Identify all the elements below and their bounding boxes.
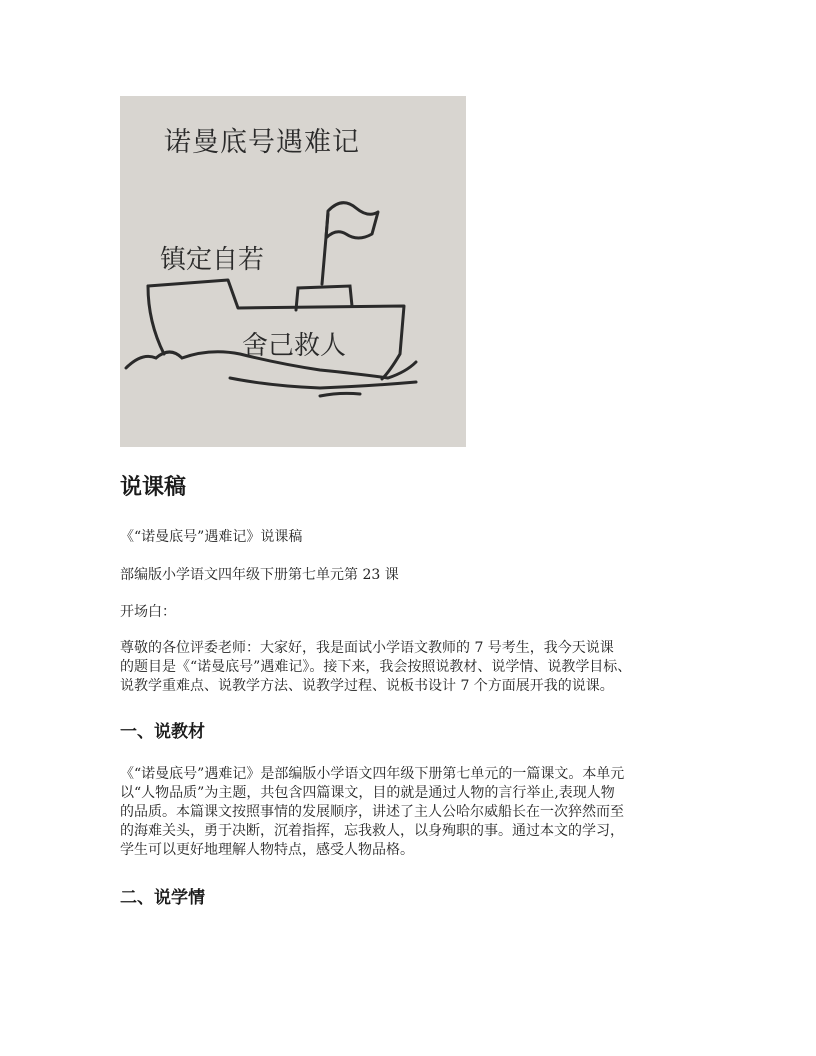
opening-paragraph bbox=[120, 639, 710, 696]
ship-sketch-image bbox=[120, 96, 466, 447]
course-line-text: 部编版小学语文四年级下册第七单元第 23 课 bbox=[120, 567, 399, 583]
page-heading: 说课稿 bbox=[120, 475, 187, 500]
title-line bbox=[120, 528, 710, 547]
paragraph-line: 的海难关头，勇于决断，沉着指挥，忘我救人，以身殉职的事。通过本文的学习， bbox=[120, 823, 624, 839]
course-line bbox=[120, 566, 710, 585]
paragraph-line: 学生可以更好地理解人物特点，感受人物品格。 bbox=[120, 842, 414, 858]
section1-paragraph bbox=[120, 765, 710, 860]
paragraph-line: 的题目是《“诺曼底号”遇难记》。接下来，我会按照说教材、说学情、说教学目标、 bbox=[120, 659, 632, 675]
handwritten-label-hull: 舍己救人 bbox=[242, 331, 347, 361]
section-heading-2: 二、说学情 bbox=[120, 888, 205, 908]
section-heading-1: 一、说教材 bbox=[120, 722, 205, 742]
opening-label-text: 开场白： bbox=[120, 604, 176, 620]
ship-drawing bbox=[120, 96, 466, 447]
opening-label bbox=[120, 603, 710, 622]
paragraph-line: 《“诺曼底号”遇难记》是部编版小学语文四年级下册第七单元的一篇课文。本单元 bbox=[120, 766, 625, 782]
paragraph-line: 以“人物品质”为主题，共包含四篇课文，目的就是通过人物的言行举止,表现人物 bbox=[120, 785, 615, 801]
title-line-text: 《“诺曼底号”遇难记》说课稿 bbox=[120, 529, 303, 545]
paragraph-line: 的品质。本篇课文按照事情的发展顺序，讲述了主人公哈尔威船长在一次猝然而至 bbox=[120, 804, 624, 820]
handwritten-label-left: 镇定自若 bbox=[160, 245, 265, 275]
paragraph-line: 尊敬的各位评委老师：大家好，我是面试小学语文教师的 7 号考生，我今天说课 bbox=[120, 640, 614, 656]
paragraph-line: 说教学重难点、说教学方法、说教学过程、说板书设计 7 个方面展开我的说课。 bbox=[120, 678, 614, 694]
handwritten-title: 诺曼底号遇难记 bbox=[164, 127, 360, 158]
